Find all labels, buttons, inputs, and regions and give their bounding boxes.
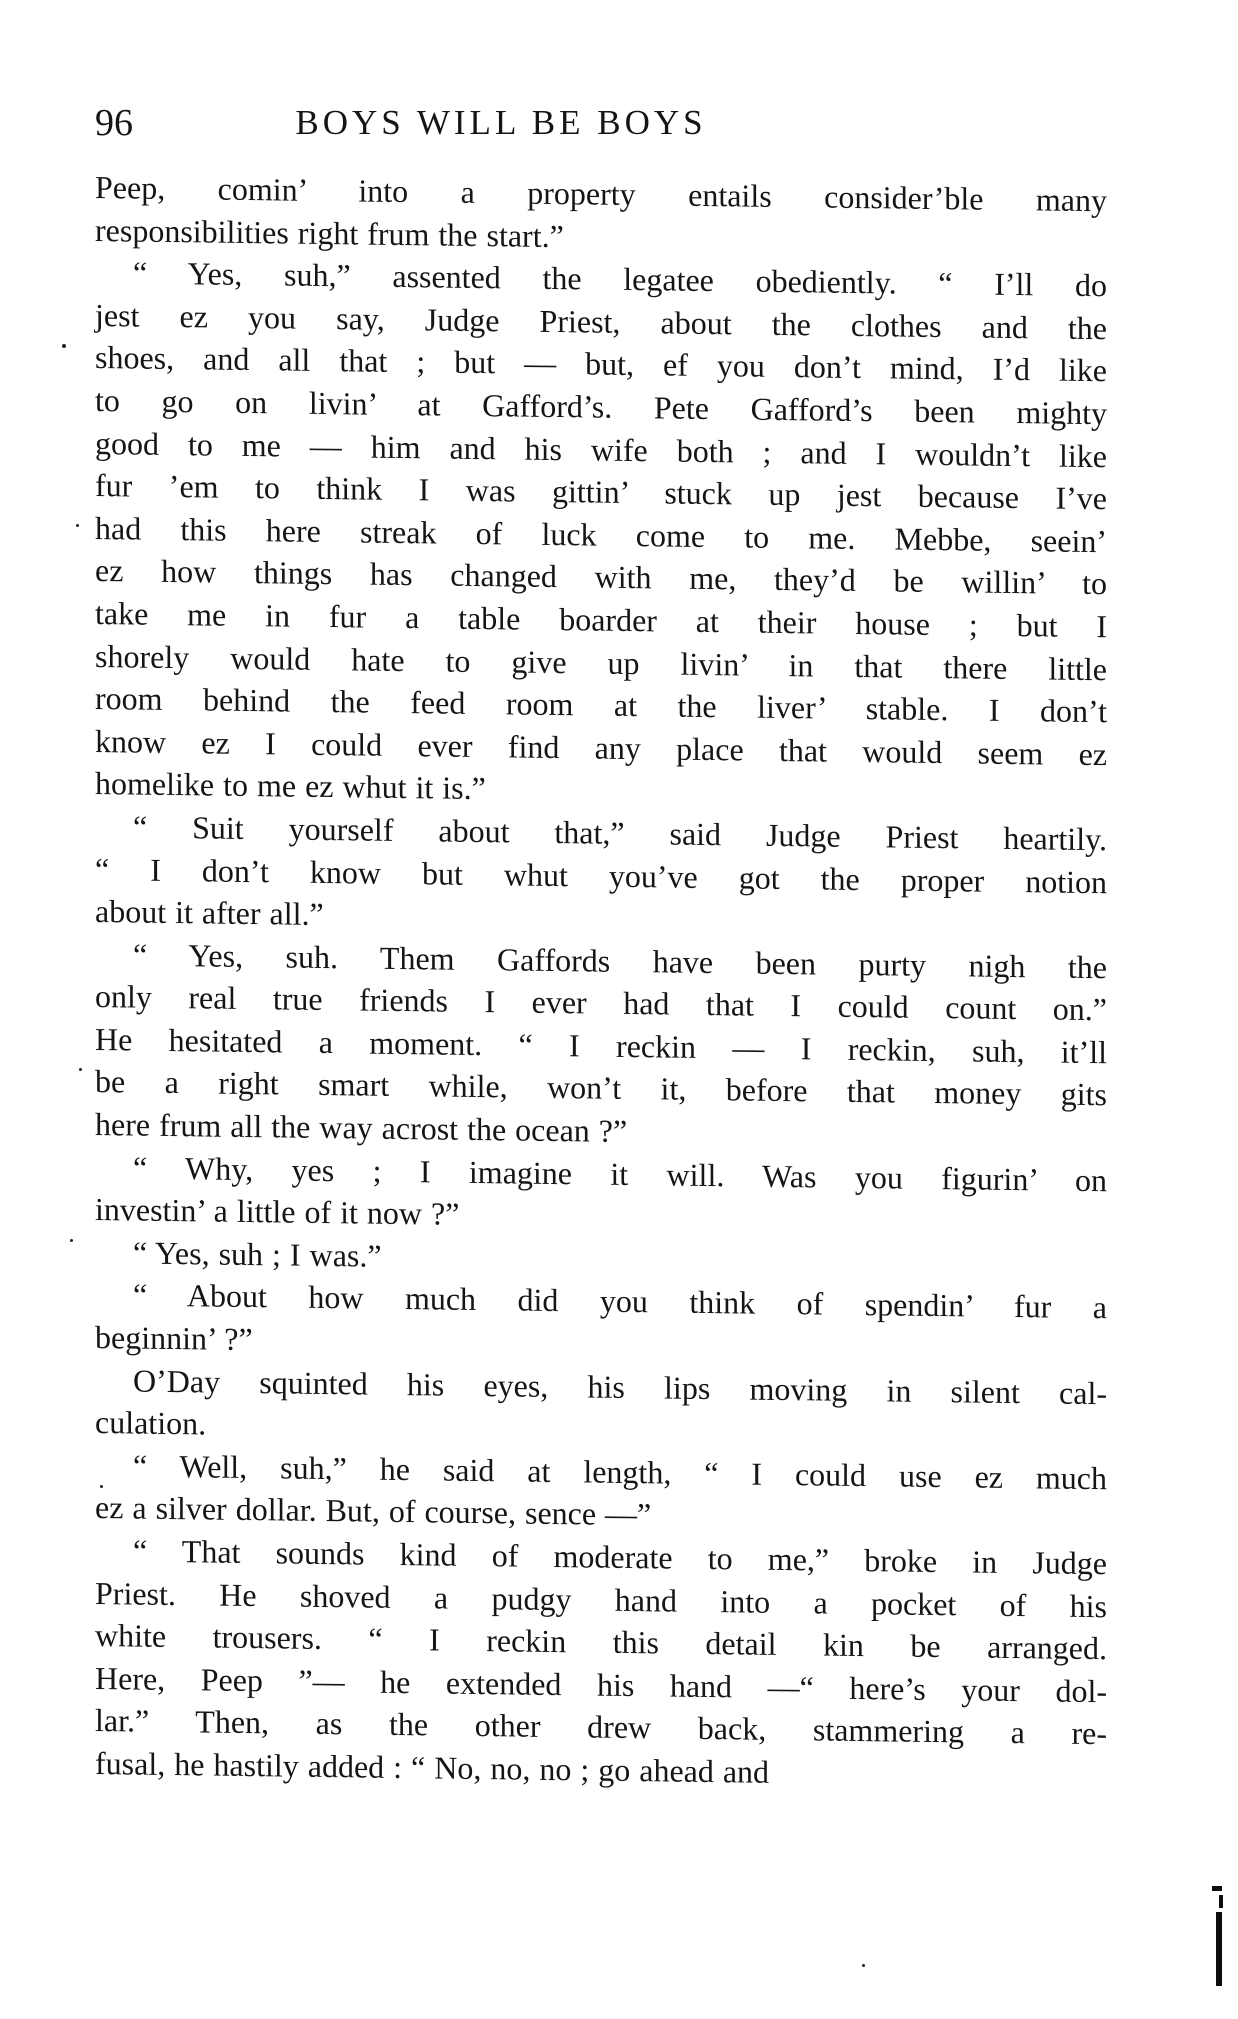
text-line: to go on livin’ at Gafford’s. Pete Gafford’s been mighty	[95, 381, 1107, 432]
scan-speck	[862, 1964, 865, 1967]
text-line: O’Day squinted his eyes, his lips moving in silent cal-	[133, 1362, 1107, 1411]
text-line: Priest. He shoved a pudgy hand into a pocket of his	[95, 1574, 1107, 1624]
text-line: Here, Peep ”— he extended his hand —“ here’s your dol-	[95, 1659, 1107, 1710]
page-text	[95, 166, 1107, 1798]
text-line: ez how things has changed with me, they’d be willin’ to	[95, 552, 1107, 602]
scan-speck	[79, 1068, 82, 1071]
text-line: know ez I could ever find any place that would seem ez	[95, 722, 1107, 772]
scan-artifact-bar	[1216, 1912, 1222, 1986]
text-line: He hesitated a moment. “ I reckin — I reckin, suh, it’ll	[95, 1020, 1107, 1071]
text-line: “ Yes, suh. Them Gaffords have been purty nigh the	[133, 936, 1107, 985]
scan-artifact-tick	[1212, 1886, 1222, 1891]
text-line: good to me — him and his wife both ; and I wouldn’t like	[95, 424, 1107, 474]
running-title: BOYS WILL BE BOYS	[295, 103, 707, 142]
text-line: “ That sounds kind of moderate to me,” broke in Judge	[133, 1532, 1107, 1582]
text-line: “ About how much did you think of spendin’ fur a	[133, 1276, 1107, 1326]
text-line: white trousers. “ I reckin this detail kin be arranged.	[95, 1617, 1107, 1667]
text-line: “ Well, suh,” he said at length, “ I could use ez much	[133, 1447, 1107, 1497]
text-line: be a right smart while, won’t it, before that money gits	[95, 1063, 1107, 1113]
text-line: “ Why, yes ; I imagine it will. Was you figurin’ on	[133, 1149, 1107, 1198]
text-line: jest ez you say, Judge Priest, about the clothes and the	[95, 296, 1107, 347]
text-line: here frum all the way acrost the ocean ?”	[95, 1106, 628, 1150]
text-line: shorely would hate to give up livin’ in that there little	[95, 637, 1107, 687]
text-line: investin’ a little of it now ?”	[95, 1191, 460, 1233]
text-line: shoes, and all that ; but — but, ef you don’t mind, I’d like	[95, 339, 1107, 389]
text-line: “ Yes, suh ; I was.”	[133, 1234, 382, 1274]
text-line: take me in fur a table boarder at their house ; but I	[95, 594, 1107, 645]
text-line: ez a silver dollar. But, of course, sence —”	[95, 1489, 652, 1533]
text-line: about it after all.”	[95, 893, 324, 933]
text-line: room behind the feed room at the liver’ stable. I don’t	[95, 680, 1107, 730]
scan-speck	[70, 1239, 73, 1242]
text-line: “ I don’t know but whut you’ve got the proper notion	[95, 850, 1107, 900]
text-line: homelike to me ez whut it is.”	[95, 765, 486, 807]
text-line: only real true friends I ever had that I could count on.”	[95, 978, 1107, 1028]
page-number: 96	[95, 102, 133, 144]
text-line: beginnin’ ?”	[95, 1319, 253, 1358]
text-line: “ Suit yourself about that,” said Judge Priest heartily.	[133, 808, 1107, 858]
text-line: “ Yes, suh,” assented the legatee obediently. “ I’ll do	[133, 254, 1107, 304]
scan-speck	[62, 344, 66, 348]
text-line: Peep, comin’ into a property entails consider’ble many	[95, 169, 1107, 219]
text-line: had this here streak of luck come to me. Mebbe, seein’	[95, 509, 1107, 559]
text-line: lar.” Then, as the other drew back, stammering a re-	[95, 1702, 1107, 1752]
page-header	[95, 100, 907, 146]
scan-speck	[100, 1485, 103, 1488]
scan-speck	[76, 524, 79, 527]
text-line: fur ’em to think I was gittin’ stuck up jest because I’ve	[95, 467, 1107, 517]
text-line: fusal, he hastily added : “ No, no, no ; go ahead and	[95, 1744, 770, 1790]
scan-artifact-hook	[1219, 1895, 1223, 1908]
text-line: responsibilities right frum the start.”	[95, 211, 564, 254]
text-line: culation.	[95, 1404, 207, 1442]
